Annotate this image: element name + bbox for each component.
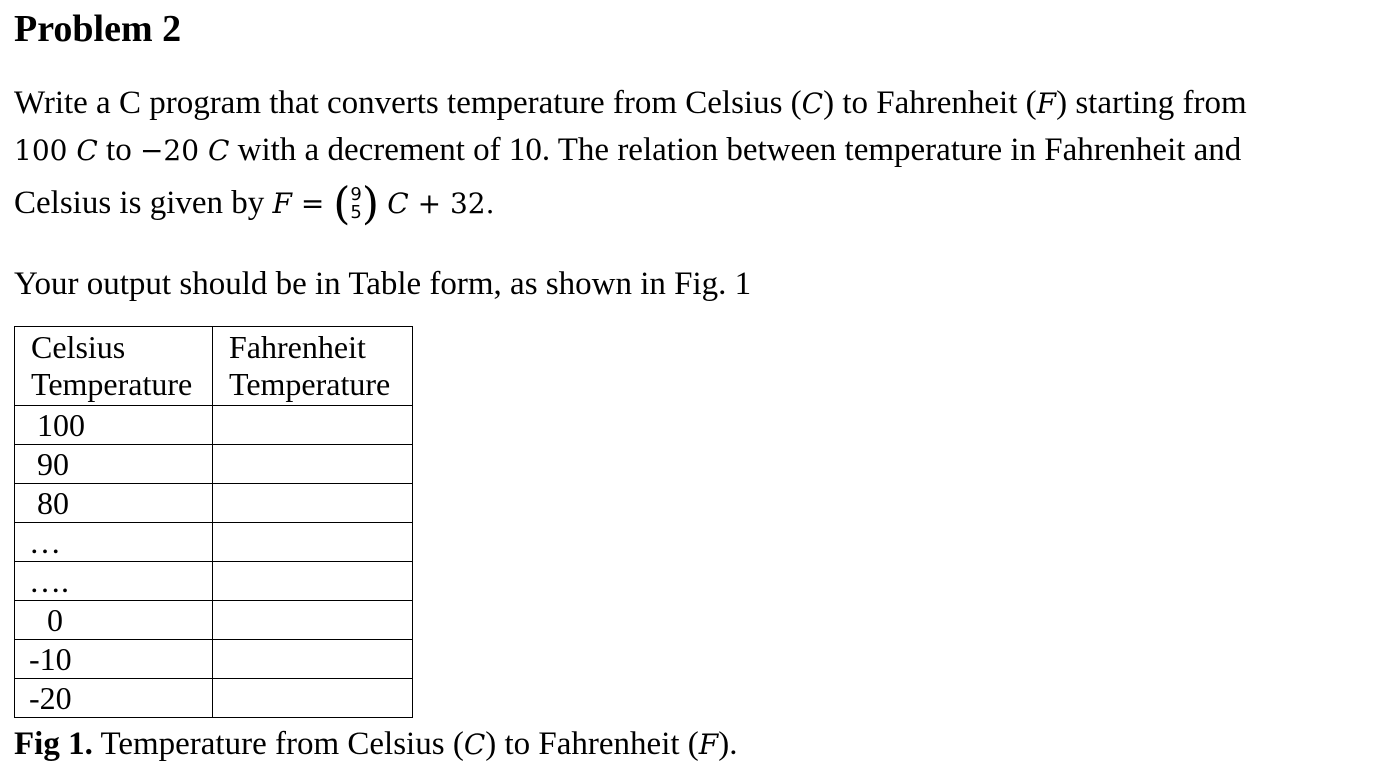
math-symbol-celsius: C <box>76 134 98 167</box>
celsius-cell: 100 <box>15 406 213 445</box>
statement-line-3: Celsius is given by F = ( 9 5 ) C + 32. <box>14 178 495 230</box>
fraction-numerator: 9 <box>350 184 362 206</box>
output-instruction: Your output should be in Table form, as shown in Fig. 1 <box>14 266 752 302</box>
math-symbol-fahrenheit: F <box>272 187 292 220</box>
celsius-cell: …. <box>15 562 213 601</box>
figure-caption: Fig 1. Temperature from Celsius (C) to Fahrenheit (F). <box>14 726 738 762</box>
celsius-cell: -20 <box>15 679 213 718</box>
celsius-cell: 0 <box>15 601 213 640</box>
fahrenheit-cell <box>213 445 413 484</box>
math-symbol-celsius: C <box>801 87 824 120</box>
fahrenheit-cell <box>213 679 413 718</box>
table-row <box>15 484 413 523</box>
math-symbol-fahrenheit: F <box>1036 87 1057 120</box>
fahrenheit-cell <box>213 562 413 601</box>
fraction-denominator: 5 <box>350 202 362 224</box>
math-symbol-celsius: C <box>207 134 230 167</box>
celsius-cell: 90 <box>15 445 213 484</box>
math-symbol-fahrenheit: F <box>698 728 719 761</box>
fahrenheit-cell <box>213 523 413 562</box>
math-symbol-celsius: C <box>463 728 486 761</box>
table-row <box>15 445 413 484</box>
celsius-header: Celsius Temperature <box>15 327 213 406</box>
temperature-table <box>14 326 413 718</box>
table-row <box>15 523 413 562</box>
table-header-row <box>15 327 413 406</box>
problem-statement <box>14 80 1384 229</box>
celsius-cell: -10 <box>15 640 213 679</box>
table-row <box>15 601 413 640</box>
table-row <box>15 406 413 445</box>
celsius-cell: … <box>15 523 213 562</box>
math-symbol-celsius: C <box>387 187 409 220</box>
fahrenheit-cell <box>213 484 413 523</box>
fahrenheit-cell <box>213 601 413 640</box>
table-row <box>15 679 413 718</box>
statement-line-2: 100 C to −20 C with a decrement of 10. The relation between temperature in Fahrenheit and <box>14 132 1242 168</box>
fahrenheit-header: Fahrenheit Temperature <box>213 327 413 406</box>
celsius-cell: 80 <box>15 484 213 523</box>
table-row <box>15 562 413 601</box>
table-row <box>15 640 413 679</box>
fahrenheit-cell <box>213 406 413 445</box>
fraction-nine-fifths: ( 9 5 ) <box>333 178 380 230</box>
fahrenheit-cell <box>213 640 413 679</box>
statement-line-1: Write a C program that converts temperature from Celsius (C) to Fahrenheit (F) starting from <box>14 85 1247 121</box>
problem-title: Problem 2 <box>14 8 182 50</box>
figure-label: Fig 1. <box>14 726 93 762</box>
